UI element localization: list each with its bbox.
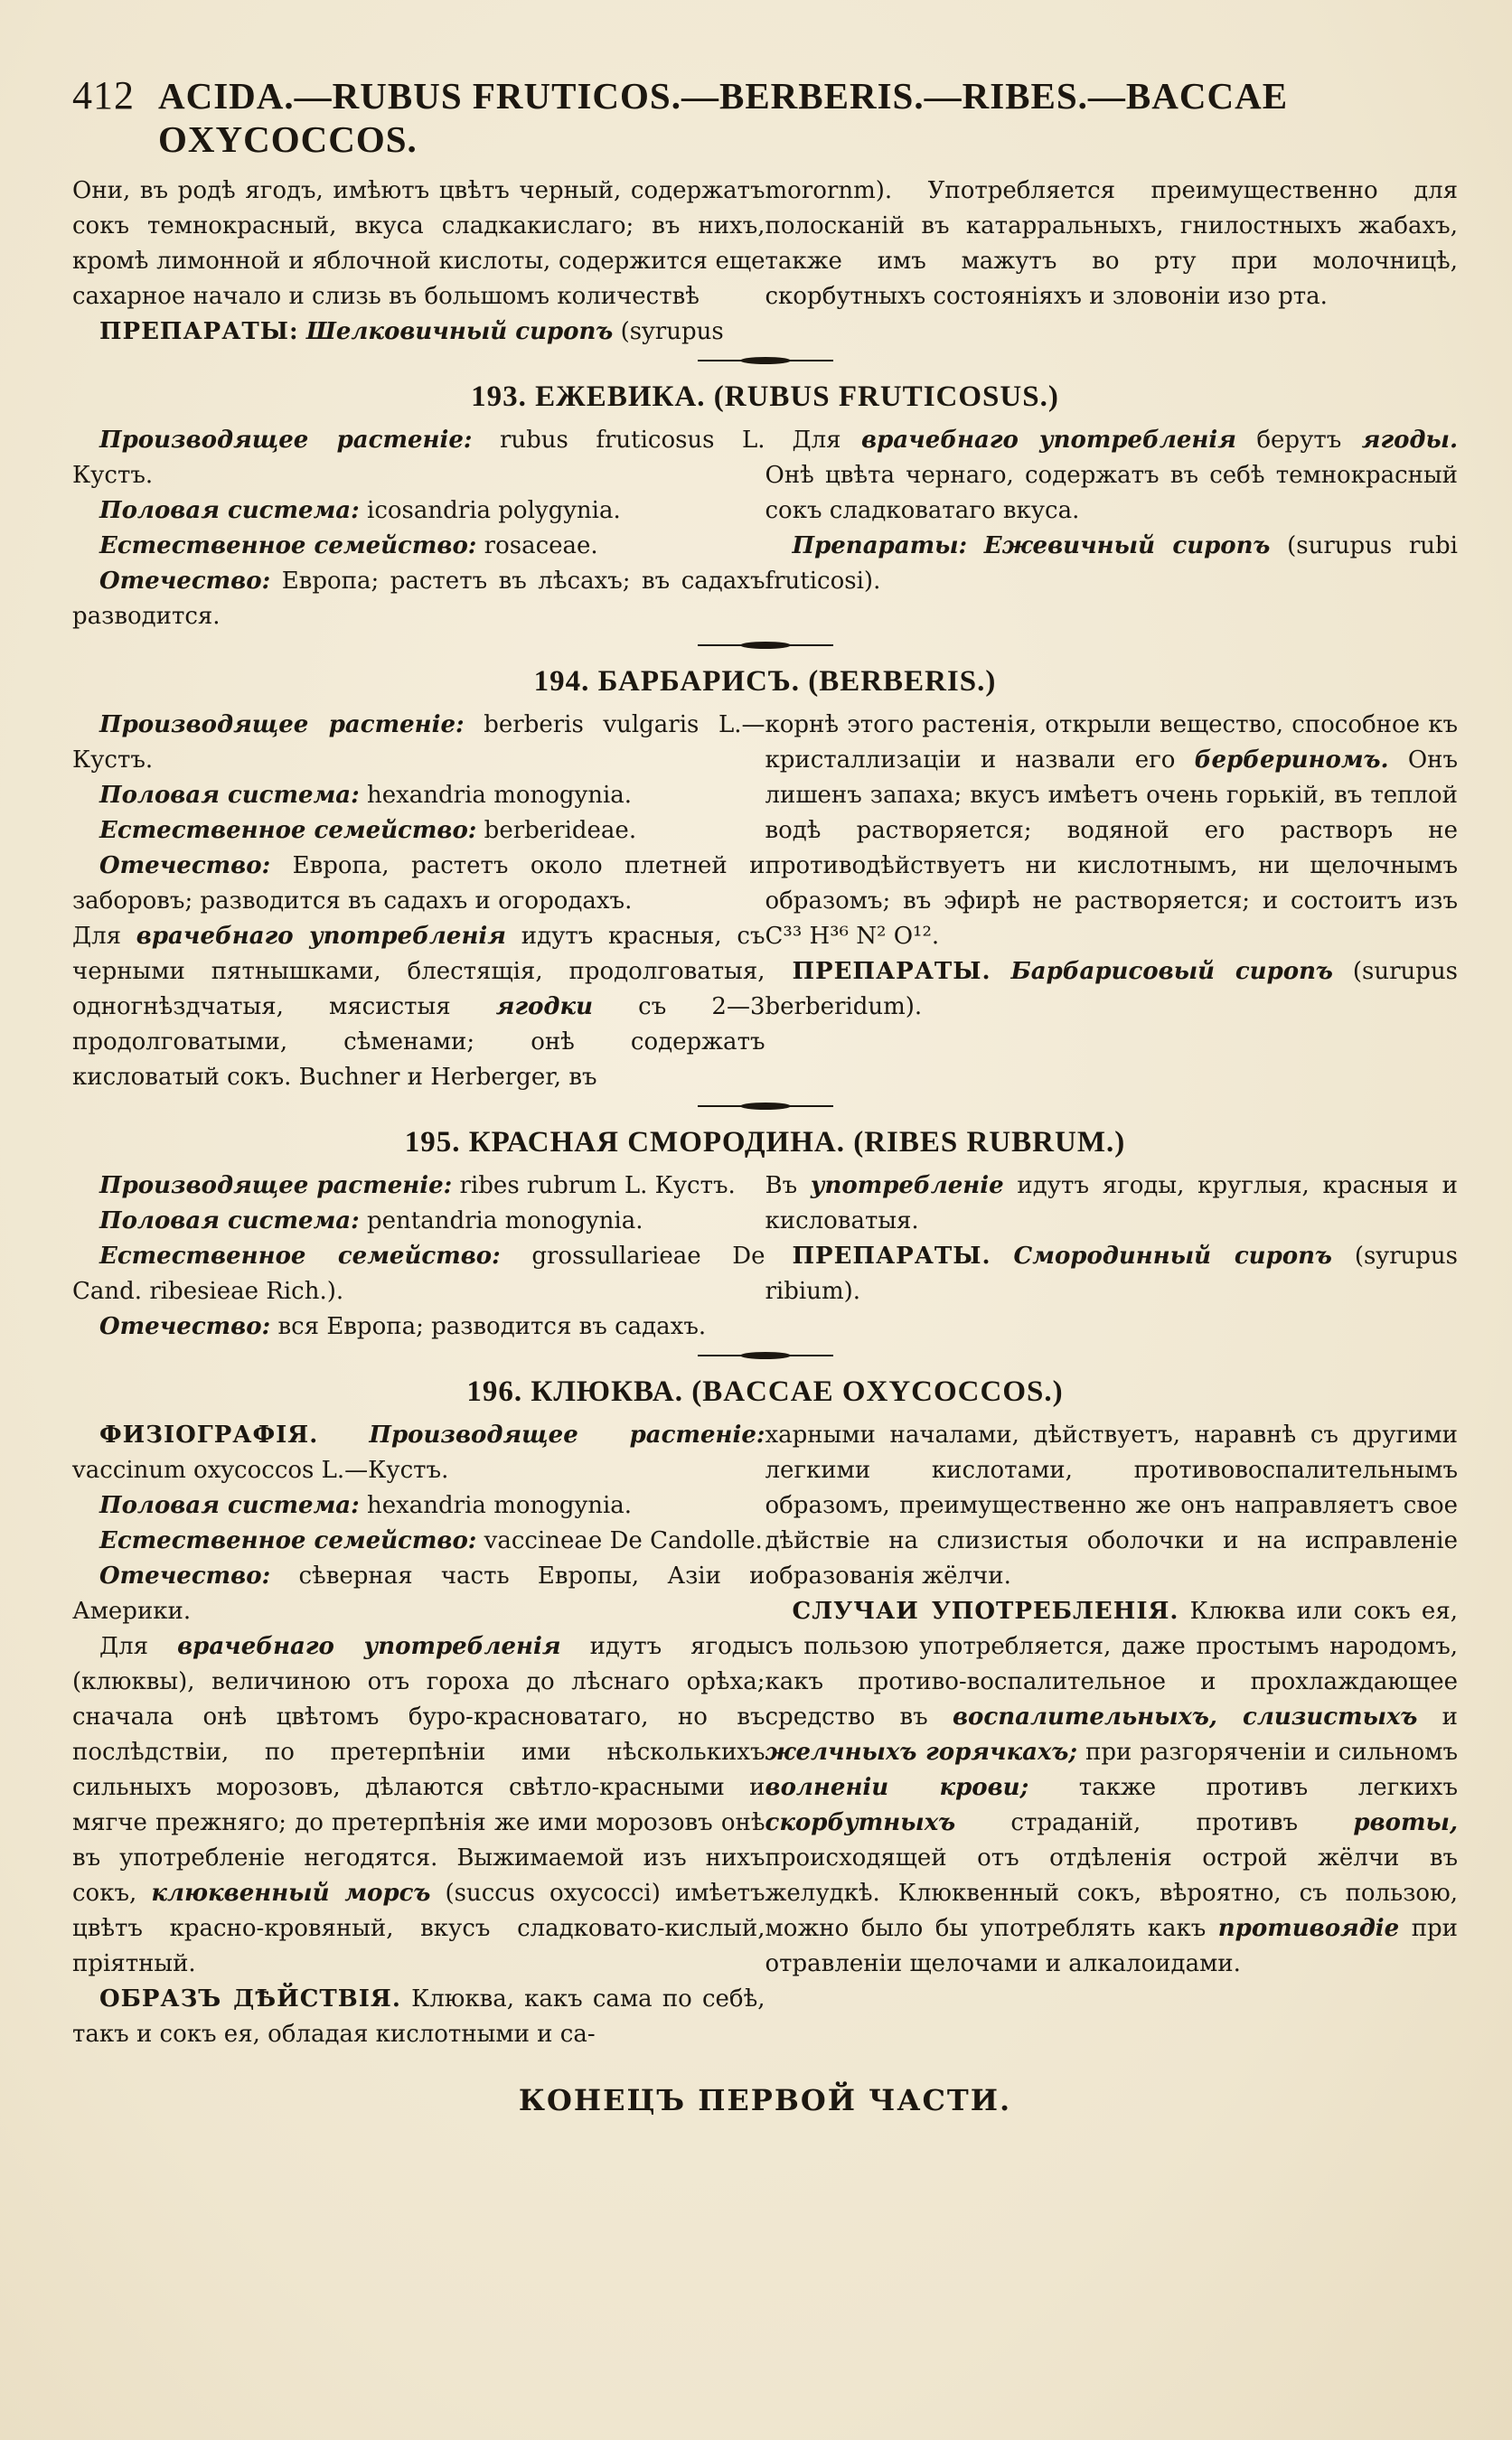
text: Для [99, 1633, 149, 1660]
value: berberideae. [484, 817, 637, 844]
value: ribes rubrum L. Кустъ. [459, 1172, 736, 1199]
caps-label: ОБРАЗЪ ДѢЙСТВІЯ. [99, 1985, 401, 2013]
italic: скорбутныхъ [765, 1809, 956, 1836]
value: icosandria polygynia. [367, 497, 621, 524]
intro-block [72, 174, 1458, 350]
text: при отравленіи щелочами и алкалоидами. [765, 1915, 1459, 1977]
text: Онѣ цвѣта чернаго, содержатъ въ себѣ темнокрасный сокъ сладковатаго вкуса. [765, 462, 1458, 524]
ornament-divider [72, 1101, 1458, 1117]
text: идутъ ягоды, круглыя, красныя и кисловатыя. [765, 1172, 1459, 1234]
s195-origin [72, 1309, 765, 1345]
value: hexandria monogynia. [367, 1492, 633, 1519]
label: Отечество: [99, 1313, 271, 1340]
italic: противоядіе [1217, 1915, 1400, 1942]
s193-preparations [765, 529, 1459, 599]
text: Для [792, 427, 841, 454]
s194-plant [72, 708, 765, 778]
s196-system [72, 1488, 765, 1524]
text: (succus oxycocci) имѣетъ цвѣтъ красно-кровяный, вкусъ сладковато-кислый, пріятный. [72, 1880, 765, 1977]
section-194 [72, 708, 1458, 1095]
section-193 [72, 423, 1458, 634]
intro-left-column [72, 174, 765, 350]
label: ПРЕПАРАТЫ. [792, 958, 991, 985]
text: Клюква или сокъ ея, съ пользою употребляется, даже простымъ народомъ, какъ противо-воспалительное и прохлаждающее средство въ [765, 1598, 1458, 1731]
label: врачебнаго употребленія [136, 923, 506, 950]
s193-left-column [72, 423, 765, 634]
s196-origin [72, 1559, 765, 1629]
s193-plant [72, 423, 765, 493]
text: и [1442, 1703, 1459, 1731]
section-heading-196: 196. КЛЮКВА. (BACCAE OXYCOCCOS.) [466, 1375, 1064, 1408]
running-head [72, 72, 1458, 161]
s195-usage [765, 1168, 1459, 1239]
s193-origin [72, 564, 765, 634]
value: Европа, растетъ около плетней и заборовъ; разводится въ садахъ и огородахъ. [72, 852, 765, 915]
section-195 [72, 1168, 1458, 1345]
text: съ 2—3 продолговатыми, сѣменами; онѣ содержатъ кисловатый сокъ. Buchner и Herberger, въ [72, 993, 765, 1091]
s196-action [72, 1982, 765, 2052]
label: Препараты: [792, 532, 968, 559]
italic: желчныхъ горячкахъ; [765, 1739, 1078, 1766]
s196-family [72, 1524, 765, 1559]
s193-family [72, 529, 765, 564]
label: Естественное семейство: [99, 817, 477, 844]
prep-label: ПРЕПАРАТЫ: [99, 318, 299, 345]
intro-right-paragraph: morornm). Употребляется преимущественно для полосканій въ катарральныхъ, гнилостныхъ жабахъ, также имъ мажутъ во рту при молочницѣ, скорбутныхъ состояніяхъ и зловоніи изо рта. [765, 177, 1458, 310]
italic: ягоды. [1361, 427, 1459, 454]
s196-plant [72, 1418, 765, 1488]
label: Естественное семейство: [99, 532, 477, 559]
label: Производящее растеніе: [99, 427, 473, 454]
italic: употребленіе [810, 1172, 1004, 1199]
s195-plant [72, 1168, 765, 1204]
text: (syrupus ribium). [765, 1243, 1458, 1305]
value: berberis vulgaris L.— Кустъ. [72, 711, 765, 774]
value: rosaceae. [484, 532, 598, 559]
italic: Ежевичный сиропъ [983, 532, 1271, 559]
section-heading-194: 194. БАРБАРИСЪ. (BERBERIS.) [533, 665, 997, 698]
s195-family [72, 1239, 765, 1309]
s194-right-column [765, 708, 1459, 1095]
s196-cases [765, 1594, 1459, 1982]
s195-left-column [72, 1168, 765, 1345]
label: Половая система: [99, 1492, 360, 1519]
s194-system [72, 778, 765, 813]
s193-system [72, 493, 765, 529]
ornament-divider [72, 1350, 1458, 1366]
s196-action-cont: харными началами, дѣйствуетъ, наравнѣ съ другими легкими кислотами, противовоспалительнымъ образомъ, преимущественно же онъ направляетъ свое дѣйствіе на слизистыя оболочки и на исправленіе образованія жёлчи. [765, 1422, 1458, 1590]
intro-preparations [72, 314, 765, 350]
text: берутъ [1256, 427, 1342, 454]
italic: Барбарисовый сиропъ [1010, 958, 1333, 985]
s194-family [72, 813, 765, 849]
value: pentandria monogynia. [367, 1207, 643, 1234]
text: также противъ легкихъ [1078, 1774, 1458, 1801]
ornament-divider [72, 355, 1458, 371]
s194-left-column [72, 708, 765, 1095]
page-number: 412 [72, 73, 135, 117]
s195-right-column [765, 1168, 1459, 1345]
running-title: ACIDA.—RUBUS FRUTICOS.—BERBERIS.—RIBES.—BACCAE OXYCOCCOS. [158, 75, 1289, 160]
text: происходящей отъ отдѣленія острой жёлчи въ желудкѣ. Клюквенный сокъ, вѣроятно, съ пользою, можно было бы употреблять какъ [765, 1844, 1458, 1942]
section-heading-193: 193. ЕЖЕВИКА. (RUBUS FRUTICOSUS.) [471, 380, 1059, 413]
text: Клюква, какъ сама по себѣ, такъ и сокъ ея, обладая кислотными и са- [72, 1985, 765, 2048]
value: вся Европа; разводится въ садахъ. [277, 1313, 707, 1340]
label: врачебнаго употребленія [861, 427, 1236, 454]
text: (surupus berberidum). [765, 958, 1459, 1020]
section-196 [72, 1418, 1458, 2052]
value: rubus fruticosus L. Кустъ. [72, 427, 765, 489]
italic: ягодки [495, 993, 594, 1020]
text: идутъ ягоды (клюквы), величиною отъ гороха до лѣснаго орѣха; сначала онѣ цвѣтомъ буро-красноватаго, но въ послѣдствіи, по претерпѣніи ими нѣсколькихъ сильныхъ морозовъ, дѣлаются свѣтло-красными и мягче прежняго; до претерпѣнія же ими морозовъ онѣ въ употребленіе негодятся. Выжимаемой изъ нихъ сокъ, [72, 1633, 765, 1907]
label: Отечество: [99, 568, 271, 595]
caps-label: СЛУЧАИ УПОТРЕБЛЕНІЯ. [792, 1598, 1179, 1625]
value: Европа; растетъ въ лѣсахъ; въ садахъ разводится. [72, 568, 765, 630]
s196-right-column [765, 1418, 1459, 2052]
label: Естественное семейство: [99, 1243, 501, 1270]
label: Отечество: [99, 852, 271, 879]
text: идутъ красныя, съ черными пятнышками, блестящія, продолговатыя, одногнѣздчатыя, мясистыя [72, 923, 765, 1020]
italic: воспалительныхъ, слизистыхъ [952, 1703, 1418, 1731]
italic: рвоты, [1353, 1809, 1459, 1836]
value: hexandria monogynia. [367, 782, 633, 809]
s195-system [72, 1204, 765, 1239]
prep-rest: (syrupus [620, 318, 724, 345]
label: Половая система: [99, 782, 360, 809]
label: Производящее растеніе: [99, 711, 465, 738]
ornament-divider [72, 640, 1458, 656]
text: (surupus rubi fruticosi). [765, 532, 1458, 595]
value: сѣверная часть Европы, Азіи и Америки. [72, 1563, 765, 1625]
italic: Смородинный сиропъ [1013, 1243, 1332, 1270]
s194-preparations [765, 954, 1459, 1025]
caps-label: ФИЗІОГРАФІЯ. [99, 1422, 319, 1449]
s193-usage [765, 423, 1459, 529]
s196-usage [72, 1629, 765, 1982]
value: grossullarieae De Cand. ribesieae Rich.). [72, 1243, 765, 1305]
text: Онъ лишенъ запаха; вкусъ имѣетъ очень горькій, въ теплой водѣ растворяется; водяной его растворъ не противодѣйствуетъ ни кислотнымъ, ни щелочнымъ образомъ; въ эфирѣ не растворяется; и состоитъ изъ C³³ H³⁶ N² O¹². [765, 746, 1459, 950]
label: Производящее растеніе: [369, 1422, 765, 1449]
text: страданій, противъ [1010, 1809, 1299, 1836]
value: vaccineae De Candolle. [484, 1527, 763, 1554]
label: Половая система: [99, 1207, 360, 1234]
italic: волненіи крови; [765, 1774, 1029, 1801]
label: Отечество: [99, 1563, 271, 1590]
s194-origin [72, 849, 765, 919]
value: vaccinum oxycoccos L.—Кустъ. [72, 1457, 449, 1484]
label: ПРЕПАРАТЫ. [792, 1243, 991, 1270]
text: корнѣ этого растенія, открыли вещество, способное къ кристаллизаціи и назвали его [765, 711, 1458, 774]
s195-preparations [765, 1239, 1459, 1309]
text: Въ [765, 1172, 798, 1199]
text: при разгоряченіи и сильномъ [1085, 1739, 1459, 1766]
end-of-part: КОНЕЦЪ ПЕРВОЙ ЧАСТИ. [518, 2083, 1012, 2117]
italic: клюквенный морсъ [151, 1880, 431, 1907]
italic: бербериномъ. [1194, 746, 1389, 774]
intro-right-column [765, 174, 1459, 350]
label: Производящее растеніе: [99, 1172, 453, 1199]
s193-right-column [765, 423, 1459, 634]
section-heading-195: 195. КРАСНАЯ СМОРОДИНА. (RIBES RUBRUM.) [404, 1126, 1126, 1159]
label: Естественное семейство: [99, 1527, 477, 1554]
s196-left-column [72, 1418, 765, 2052]
intro-paragraph: Они, въ родѣ ягодъ, имѣютъ цвѣтъ черный, содержатъ сокъ темнокрасный, вкуса сладкакислаго; въ нихъ, кромѣ лимонной и яблочной кислоты, содержится еще сахарное начало и слизь въ большомъ количествѣ [72, 177, 765, 310]
text: Для [72, 923, 122, 950]
label: Половая система: [99, 497, 360, 524]
prep-italic: Шелковичный сиропъ [305, 318, 614, 345]
s194-usage [72, 919, 765, 1095]
s194-chem [765, 708, 1459, 954]
label: врачебнаго употребленія [177, 1633, 561, 1660]
